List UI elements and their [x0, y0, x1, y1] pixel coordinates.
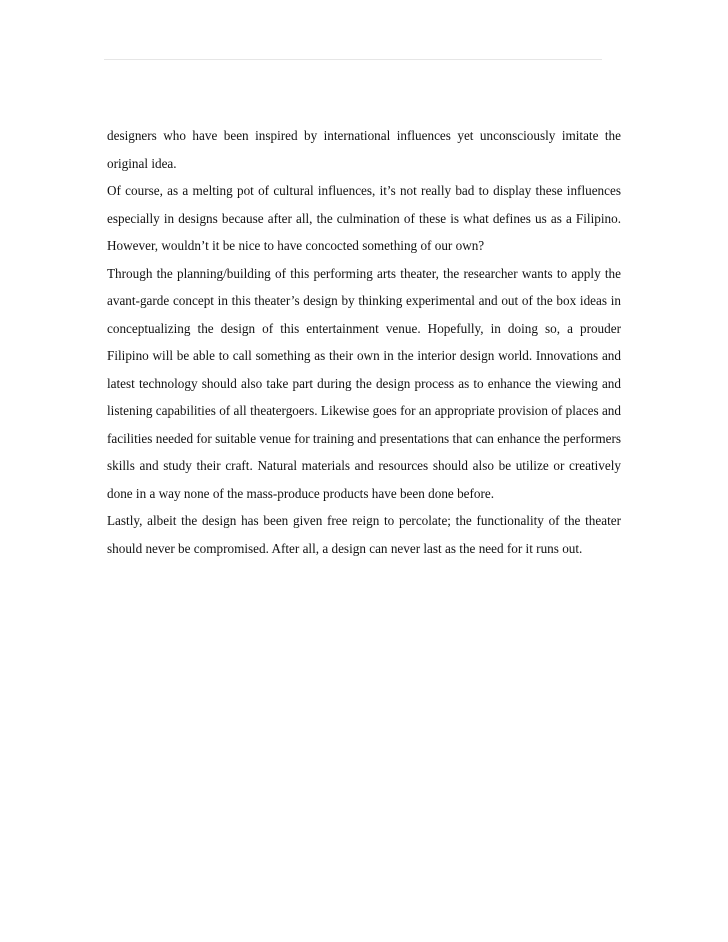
paragraph-functionality: Lastly, albeit the design has been given free reign to percolate; the functionality of the theater should never be compromised. After all, a design can never last as the need for it runs out. — [107, 513, 621, 556]
paragraph-theater-planning: Through the planning/building of this performing arts theater, the researcher wants to apply the avant-garde concept in this theater’s design by thinking experimental and out of the box ideas in conceptualizing the design of this entertainment venue. Hopefully, in doing so, a prouder Filipino will be able to call something as their own in the interior design world. Innovations and latest technology should also take part during the design process as to enhance the viewing and listening capabilities of all theatergoers. Likewise goes for an appropriate provision of places and facilities needed for suitable venue for training and presentations that can enhance the performers skills and study their craft. Natural materials and resources should also be utilize or creatively done in a way none of the mass-produce products have been done before. — [107, 265, 621, 501]
paragraph-melting-pot: Of course, as a melting pot of cultural influences, it’s not really bad to display these influences especially in designs because after all, the culmination of these is what defines us as a Filipino. However, wouldn’t it be nice to have concocted something of our own? — [107, 183, 621, 253]
header-divider — [104, 59, 602, 60]
document-body — [107, 122, 621, 562]
paragraph-continuation: designers who have been inspired by international influences yet unconsciously imitate the original idea. — [107, 128, 621, 171]
